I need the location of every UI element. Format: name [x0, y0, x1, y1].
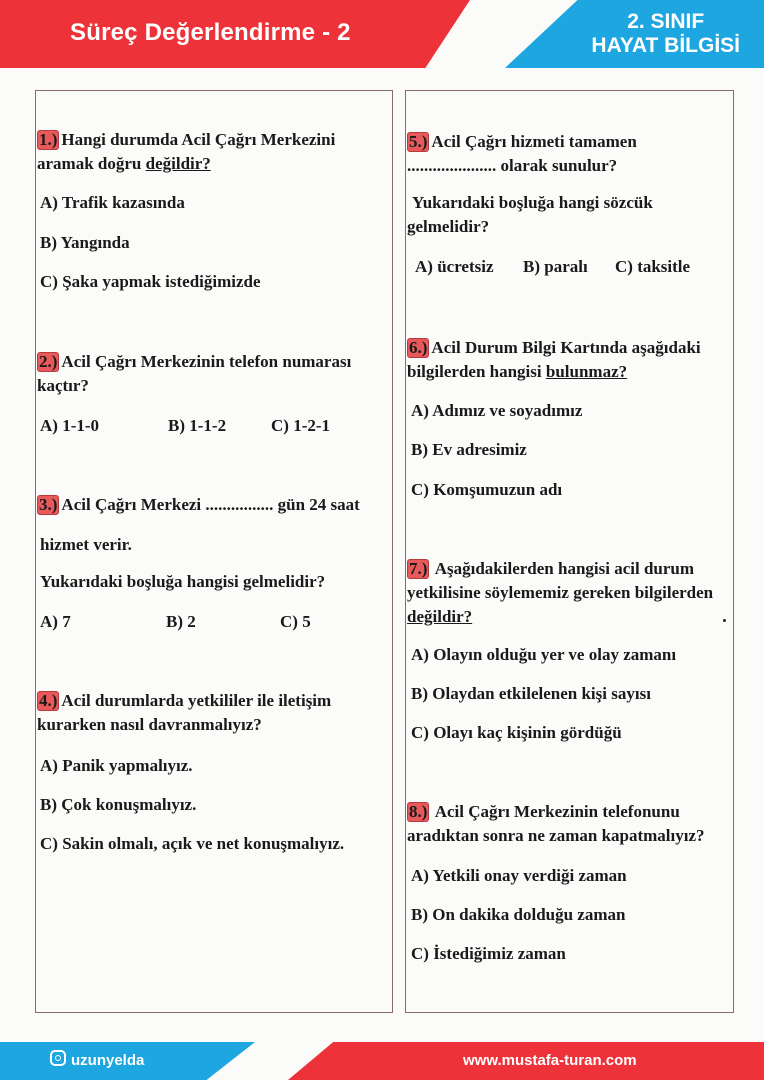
option-b[interactable]: B) On dakika dolduğu zaman	[411, 905, 626, 924]
question-text: ..................... olarak sunulur?	[407, 156, 618, 175]
subject-label: HAYAT BİLGİSİ	[591, 34, 740, 57]
question-number: 7.)	[409, 559, 428, 578]
option-a[interactable]: A) 7	[40, 612, 71, 631]
question-text: hizmet verir.	[40, 535, 132, 554]
option-a[interactable]: A) Panik yapmalıyız.	[40, 756, 193, 775]
option-b[interactable]: B) Ev adresimiz	[411, 440, 527, 459]
question-emphasis: değildir?	[145, 154, 211, 173]
question-text: Acil Çağrı hizmeti tamamen	[431, 132, 637, 151]
question-emphasis: bulunmaz?	[545, 362, 628, 381]
question-number: 5.)	[409, 132, 428, 151]
option-b[interactable]: B) 2	[166, 612, 196, 631]
stray-dot	[723, 619, 726, 622]
option-a[interactable]: A) Olayın olduğu yer ve olay zamanı	[411, 645, 677, 664]
question-text: kaçtır?	[37, 376, 89, 395]
option-b[interactable]: B) paralı	[523, 257, 588, 276]
option-b[interactable]: B) 1-1-2	[168, 416, 227, 435]
question-text: Acil Çağrı Merkezinin telefon numarası	[61, 352, 352, 371]
option-c[interactable]: C) taksitle	[615, 257, 691, 276]
question-5	[407, 130, 637, 178]
option-a[interactable]: A) 1-1-0	[40, 416, 100, 435]
option-b[interactable]: B) Çok konuşmalıyız.	[40, 795, 197, 814]
option-c[interactable]: C) 1-2-1	[271, 416, 331, 435]
option-c[interactable]: C) 5	[280, 612, 311, 631]
option-b[interactable]: B) Yangında	[40, 233, 130, 252]
option-a[interactable]: A) Trafik kazasında	[40, 193, 185, 212]
question-text: gelmelidir?	[407, 217, 490, 236]
grade-subject-label	[591, 10, 740, 58]
option-c[interactable]: C) Olayı kaç kişinin gördüğü	[411, 723, 622, 742]
instagram-icon	[50, 1050, 66, 1066]
question-text: kurarken nasıl davranmalıyız?	[37, 715, 262, 734]
question-text: Aşağıdakilerden hangisi acil durum	[434, 559, 695, 578]
question-4	[37, 689, 331, 737]
question-7	[407, 557, 713, 629]
website-link[interactable]: www.mustafa-turan.com	[463, 1052, 637, 1069]
question-number: 8.)	[409, 802, 428, 821]
question-text: Acil durumlarda yetkililer ile iletişim	[61, 691, 332, 710]
option-c[interactable]: C) İstediğimiz zaman	[411, 944, 566, 963]
option-b[interactable]: B) Olaydan etkilelenen kişi sayısı	[411, 684, 651, 703]
question-2	[37, 350, 351, 398]
question-text: Yukarıdaki boşluğa hangi sözcük	[412, 193, 653, 212]
option-a[interactable]: A) ücretsiz	[415, 257, 494, 276]
question-text: Hangi durumda Acil Çağrı Merkezini	[61, 130, 336, 149]
question-number: 6.)	[409, 338, 428, 357]
question-text: Yukarıdaki boşluğa hangisi gelmelidir?	[40, 572, 326, 591]
question-number: 4.)	[39, 691, 58, 710]
option-c[interactable]: C) Sakin olmalı, açık ve net konuşmalıyız.	[40, 834, 345, 853]
option-a[interactable]: A) Yetkili onay verdiği zaman	[411, 866, 627, 885]
instagram-handle[interactable]: uzunyelda	[71, 1052, 145, 1069]
question-3	[37, 493, 360, 517]
question-6	[407, 336, 701, 384]
question-number: 2.)	[39, 352, 58, 371]
option-a[interactable]: A) Adımız ve soyadımız	[411, 401, 583, 420]
question-text: bilgilerden hangisi	[407, 362, 546, 381]
option-c[interactable]: C) Komşumuzun adı	[411, 480, 563, 499]
question-text: Acil Çağrı Merkezi ................ gün 24 saat	[61, 495, 360, 514]
question-1	[37, 128, 335, 176]
question-text: aradıktan sonra ne zaman kapatmalıyız?	[407, 826, 705, 845]
option-c[interactable]: C) Şaka yapmak istediğimizde	[40, 272, 261, 291]
page-title: Süreç Değerlendirme - 2	[70, 19, 351, 46]
question-text: Acil Çağrı Merkezinin telefonunu	[434, 802, 680, 821]
question-8	[407, 800, 705, 848]
question-text: yetkilisine söylememiz gereken bilgilerden	[407, 583, 714, 602]
question-text: Acil Durum Bilgi Kartında aşağıdaki	[431, 338, 701, 357]
question-number: 3.)	[39, 495, 58, 514]
question-text: aramak doğru	[37, 154, 146, 173]
question-number: 1.)	[39, 130, 58, 149]
grade-label: 2. SINIF	[627, 10, 705, 33]
question-emphasis: değildir?	[407, 607, 473, 626]
